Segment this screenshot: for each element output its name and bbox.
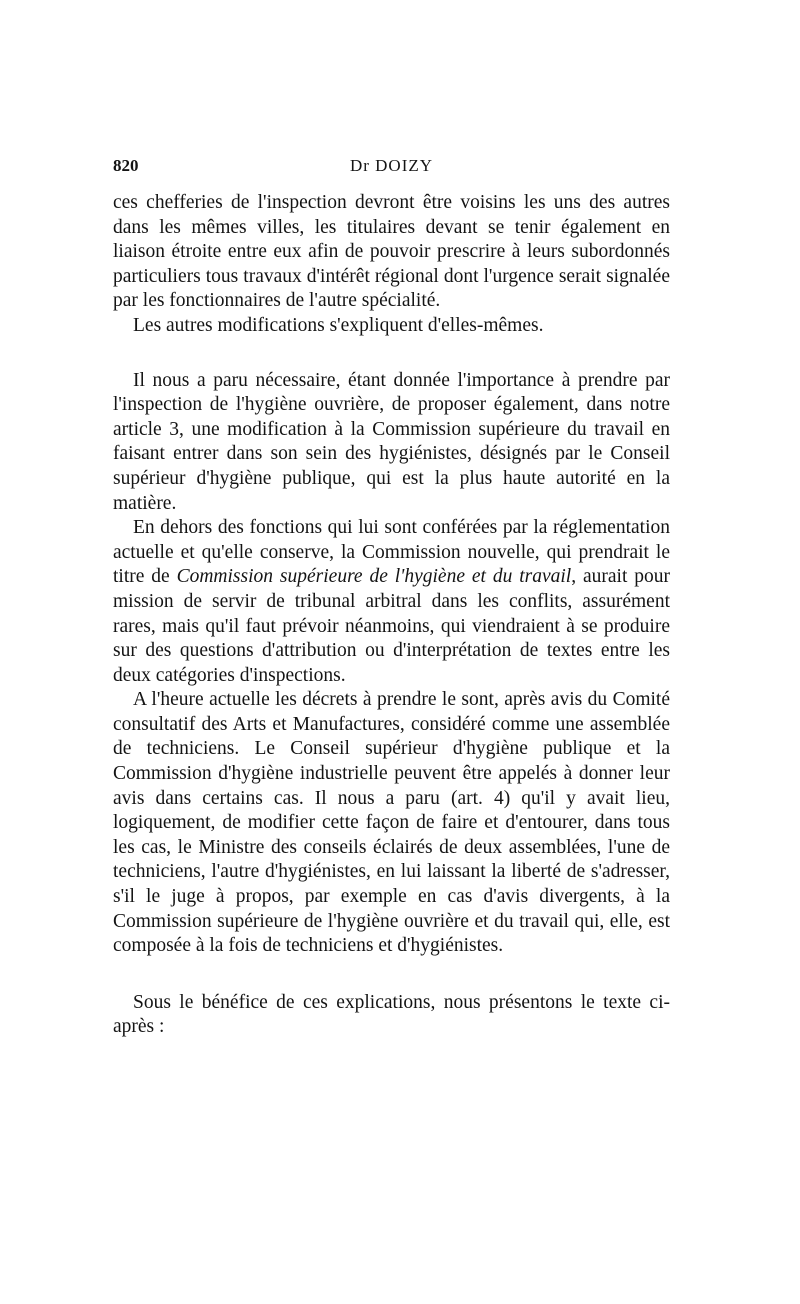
paragraph-5: A l'heure actuelle les décrets à prendre le sont, après avis du Comité consultatif des Arts et Manufactures, considéré comme une assemblée de techniciens. Le Conseil supérieur d'hygiène publique et la Commission d'hygiène industrielle peuvent être appelés à donner leur avis dans certains cas. Il nous a paru (art. 4) qu'il y avait lieu, logiquement, de modifier cette façon de faire et d'entourer, dans tous les cas, le Ministre des conseils éclairés de deux assemblées, l'une de techniciens, l'autre d'hygiénistes, en lui laissant la liberté de s'adresser, s'il le juge à propos, par exemple en cas d'avis divergents, à la Commission supérieure de l'hygiène ouvrière et du travail qui, elle, est composée à la fois de techniciens et d'hygiénistes.	[113, 689, 670, 957]
page-header	[113, 150, 670, 180]
body-text	[113, 191, 670, 1040]
page-number: 820	[113, 156, 139, 175]
paragraph-2: Les autres modifications s'expliquent d'elles-mêmes.	[133, 314, 544, 336]
paragraph-4	[113, 516, 670, 688]
paragraph-4-text-after: , aurait pour mission de servir de tribunal arbitral dans les conflits, assurément rares, mais qu'il faut prévoir néanmoins, qui viendraient à se produire sur des questions d'attribution ou d'interprétation de textes entre les deux catégories d'inspections.	[113, 566, 670, 686]
paragraph-1: ces chefferies de l'inspection devront être voisins les uns des autres dans les mêmes villes, les titulaires devant se tenir également en liaison étroite entre eux afin de pouvoir prescrire à leurs subordonnés particuliers tous travaux d'intérêt régional dont l'urgence serait signalée par les fonctionnaires de l'autre spécialité.	[113, 192, 670, 312]
running-head: Dr DOIZY	[349, 156, 434, 175]
commission-title: Commission supérieure de l'hygiène et du travail	[176, 566, 572, 588]
paragraph-4-text-before: En dehors des fonctions qui lui sont conférées par la réglementation actuelle et qu'elle conserve, la Commission nouvelle, qui prendrait le titre de	[113, 517, 670, 588]
paragraph-3: Il nous a paru nécessaire, étant donnée l'importance à prendre par l'inspection de l'hygiène ouvrière, de proposer également, dans notre article 3, une modification à la Commission supérieure du travail en faisant entrer dans son sein des hygiénistes, désignés par le Conseil supérieur d'hygiène publique, qui est la plus haute autorité en la matière.	[113, 369, 670, 514]
paragraph-6: Sous le bénéfice de ces explications, nous présentons le texte ci-après :	[113, 991, 670, 1038]
